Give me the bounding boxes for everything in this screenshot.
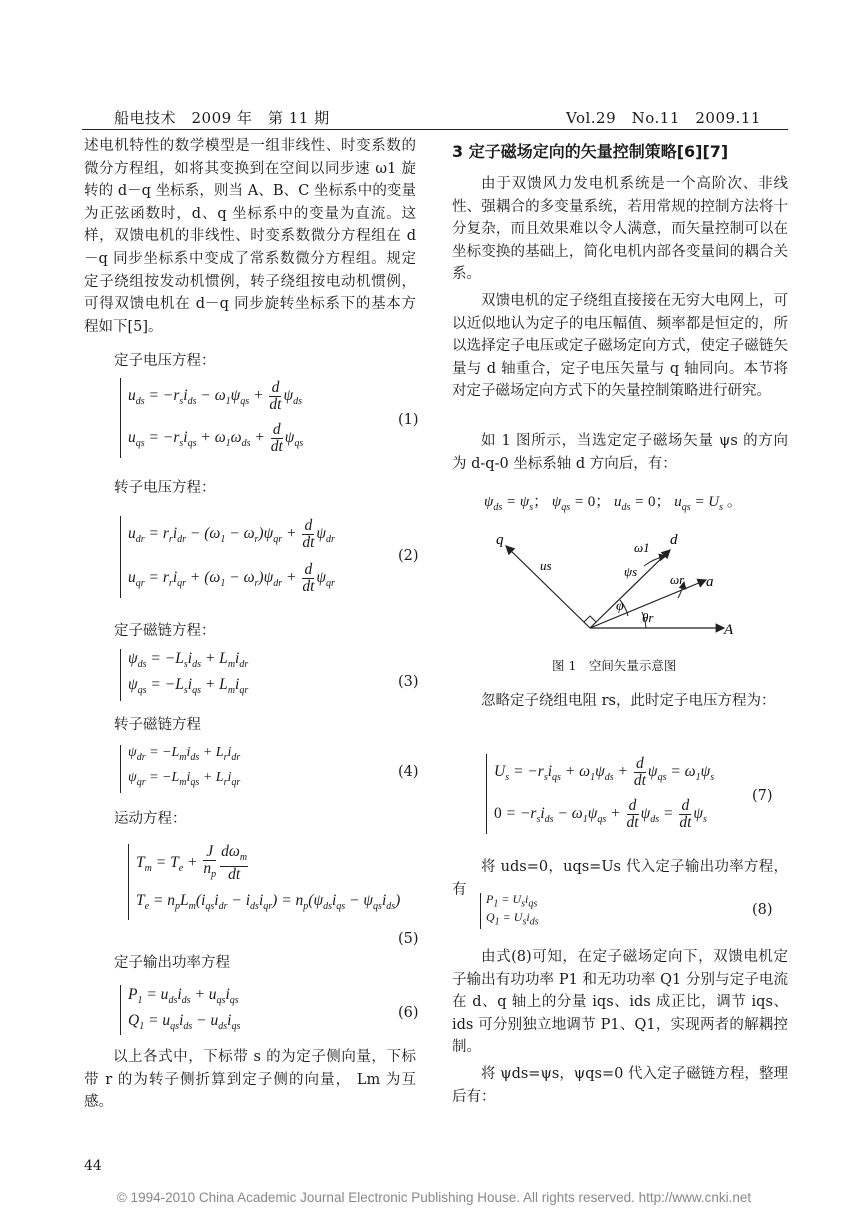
page-number: 44 [84,1158,102,1174]
right-paragraph-1: 由于双馈风力发电机系统是一个高阶次、非线性、强耦合的多变量系统，若用常规的控制方法将十分复杂，而且效果难以令人满意，而矢量控制可以在坐标变换的基础上，简化电机内部各变量间的耦合关系。 [452,176,788,283]
space-vector-diagram [470,524,770,648]
journal-header-right: Vol.29 No.11 2009.11 [566,109,761,127]
left-paragraph-end: 以上各式中，下标带 s 的为定子侧向量，下标带 r 的为转子侧折算到定子侧的向量， Lm 为互感。 [84,1049,416,1111]
label-stator-power: 定子输出功率方程 [114,955,230,971]
label-q-axis: q [496,532,504,548]
equation-1: $u_{ds} = -r_si_{ds} - \omega_1\psi_{qs}$ + $\frac{d}{dt}$ $\psi_{ds}$ $u_{qs} = -r_si_{qs} + \omega_1\omega_{ds}$ + $\frac{d}{dt}$ $\psi_{qs}$ [116,374,416,464]
right-paragraph-6: 由式(8)可知，在定子磁场定向下，双馈电机定子输出有功功率 P1 和无功功率 Q1 分别与定子电流在 d、q 轴上的分量 iqs、ids 成正比，调节 iqs、ids 可分别独立地调节 P1、Q1，实现两者的解耦控制。 [452,949,788,1056]
equation-4: $\psi_{dr} = -L_mi_{ds} + L_ri_{dr}$ $\psi_{qr} = -L_mi_{qs} + L_ri_{qr}$ [116,742,416,796]
label-omegar: ωr [670,572,685,587]
equation-3-number: (3) [398,674,419,690]
copyright-footer: © 1994-2010 China Academic Journal Electronic Publishing House. All rights reserved. http://www.cnki.net [116,1190,752,1205]
label-d-axis: d [670,532,678,548]
right-paragraph-4: 忽略定子绕组电阻 rs，此时定子电压方程为： [481,693,776,709]
equation-1-number: (1) [398,412,419,428]
equation-5: $T_m = T_e$ + $\frac{J}{n_p}$ $\frac{d\omega_m}{dt}$ $T_e = n_pL_m(i_{qs}i_{dr} - i_{ds}i_{qr}) = n_p(\psi_{ds}i_{qs} - \psi_{qs}i_{ds})$ [124,840,420,924]
label-motion: 运动方程： [114,811,187,827]
figure-caption: 图 1 空间矢量示意图 [552,658,677,673]
equation-8-number: (8) [752,902,773,918]
left-paragraph-1: 述电机特性的数学模型是一组非线性、时变系数的微分方程组，如将其变换到在空间以同步速 ω1 旋转的 d－q 坐标系，则当 A、B、C 坐标系中的变量为正弦函数时，d、q 坐标系中的变量为直流。这样，双馈电机的非线性、时变系数微分方程组在 d－q 同步坐标系中变成了常系数微分方程组。规定定子绕组按发动机惯例，转子绕组按电动机惯例，可得双馈电机在 d－q 同步旋转坐标系下的基本方程如下[5]。 [84,138,416,335]
right-paragraph-2: 双馈电机的定子绕组直接接在无穷大电网上，可以近似地认为定子的电压幅值、频率都是恒定的，所以选择定子电压或定子磁场定向方式，使定子磁链矢量与 d 轴重合，定子电压矢量与 q 轴同向。本节将对定子磁场定向方式下的矢量控制策略进行研究。 [452,293,788,400]
label-a-axis: a [706,574,714,590]
equation-5-number: (5) [398,931,419,947]
equation-6-number: (6) [398,1005,419,1021]
label-omega1: ω1 [634,540,650,555]
section-title: 3 定子磁场定向的矢量控制策略[6][7] [452,142,729,161]
right-paragraph-3: 如 1 图所示，当选定定子磁场矢量 ψs 的方向为 d-q-0 坐标系轴 d 方向后，有： [452,433,788,472]
equation-2: $u_{dr} = r_ri_{dr} - (\omega_1 - \omega_r)\psi_{qr}$ + $\frac{d}{dt}$ $\psi_{dr}$ $u_{qr} = r_ri_{qr} + (\omega_1 - \omega_r)\psi_{dr}$ + $\frac{d}{dt}$ $\psi_{qr}$ [116,512,416,604]
equation-7-number: (7) [752,788,773,804]
label-us: us [540,558,552,573]
equation-2-number: (2) [398,548,419,564]
orientation-conditions: $\psi_{ds} = \psi_s$； $\psi_{qs} = 0$； $u_{ds} = 0$； $u_{qs} = U_s$ 。 [484,494,742,513]
label-rotor-flux: 转子磁链方程 [114,717,201,733]
label-rotor-voltage: 转子电压方程： [114,480,216,496]
equation-3: $\psi_{ds} = -L_si_{ds} + L_mi_{dr}$ $\psi_{qs} = -L_si_{qs} + L_mi_{qr}$ [116,646,416,704]
journal-header-left: 船电技术 2009 年 第 11 期 [114,109,330,127]
label-thetar: θr [642,610,654,625]
header-rule [82,129,788,130]
label-stator-flux: 定子磁链方程： [114,623,216,639]
label-psis: ψs [624,564,638,579]
label-phi: φ [616,599,624,614]
right-paragraph-5: 将 uds=0，uqs=Us 代入定子输出功率方程，有 [452,859,788,898]
label-A-axis: A [724,622,734,638]
right-paragraph-7: 将 ψds=ψs，ψqs=0 代入定子磁链方程，整理后有： [452,1066,788,1105]
label-stator-voltage: 定子电压方程： [114,353,216,369]
equation-7: $U_s = -r_si_{qs} + \omega_1\psi_{ds}$ + $\frac{d}{dt}$ $\psi_{qs} = \omega_1\psi_s$ $0 = -r_si_{ds} - \omega_1\psi_{qs}$ + $\frac{d}{dt}$ $\psi_{ds}$ = $\frac{d}{dt}$ $\psi_s$ [482,750,762,838]
equation-8: $P_1 = U_si_{qs}$ $Q_1 = U_si_{ds}$ [476,890,676,932]
equation-6: $P_1 = u_{ds}i_{ds} + u_{qs}i_{qs}$ $Q_1 = u_{qs}i_{ds} - u_{ds}i_{qs}$ [116,982,416,1038]
equation-4-number: (4) [398,764,419,780]
